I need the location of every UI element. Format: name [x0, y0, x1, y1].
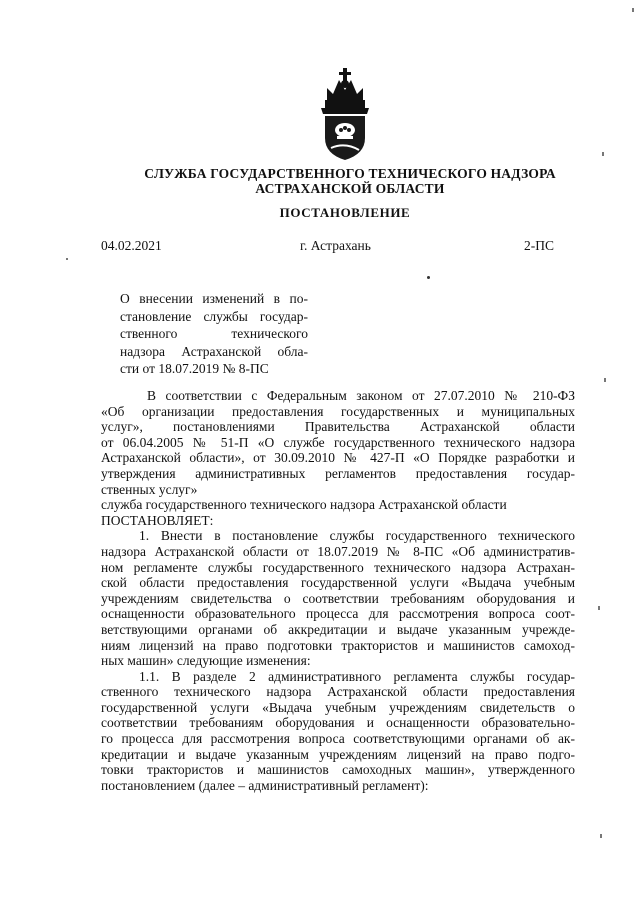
scan-speck — [598, 606, 600, 610]
preamble-line: В соответствии с Федеральным законом от 27.07.2010 № 210-ФЗ — [147, 388, 575, 403]
agency-name — [120, 166, 580, 196]
preamble-line: ственных услуг» — [101, 481, 198, 497]
item-1-line: 1. Внести в постановление службы государственного технического — [139, 528, 575, 544]
item-1-line: ской области предоставления государственной услуги «Выдача учебным — [101, 575, 575, 591]
scan-speck — [632, 8, 634, 12]
scan-speck — [427, 276, 430, 279]
scan-speck — [602, 152, 604, 156]
preamble-line: «Об организации предоставления государственных и муниципальных — [101, 403, 575, 419]
resolves-line: ПОСТАНОВЛЯЕТ: — [101, 512, 214, 528]
document-place: г. Астрахань — [300, 238, 371, 253]
document-type: ПОСТАНОВЛЕНИЕ — [279, 205, 411, 220]
document-date: 04.02.2021 — [101, 238, 162, 253]
document-body — [101, 388, 575, 793]
item-1-1-line: кредитации и выдаче указанным учреждениям лицензий на право подго- — [101, 746, 575, 762]
item-1-line: ных машин» следующие изменения: — [101, 653, 311, 669]
preamble-line: Астраханской области», от 30.09.2010 № 427-П «О Порядке разработки и — [101, 450, 575, 466]
item-1-1-line: 1.1. В разделе 2 административного регламента службы государ- — [139, 668, 575, 684]
item-1-1-line: государственной услуги «Выдача учебным учреждениям свидетельств о — [101, 699, 575, 715]
actor-line: служба государственного технического надзора Астраханской области — [101, 497, 507, 513]
preamble-line: услуг», постановлениями Правительства Астраханской области — [101, 419, 575, 435]
item-1-line: учреждениям свидетельства о соответствии требованиям оборудования и — [101, 590, 575, 606]
item-1-line: оснащенности образовательного процесса для рассмотрения вопроса соот- — [101, 606, 575, 622]
agency-name-line-2: АСТРАХАНСКОЙ ОБЛАСТИ — [255, 181, 445, 196]
item-1-1-line: соответствии требованиям оборудования и оснащенности образовательно- — [101, 715, 575, 731]
item-1-line: ниям лицензий на право подготовки трактористов и машинистов самоход- — [101, 637, 575, 653]
document-subject — [120, 290, 308, 378]
scan-speck — [66, 258, 68, 260]
preamble-line: утверждения административных регламентов предоставления государ- — [101, 465, 575, 481]
item-1-1-line: постановлением (далее – административный регламент): — [101, 777, 429, 793]
subject-line: становление службы государ- — [120, 308, 308, 324]
item-1-1-line: ственного технического надзора Астраханской области предоставления — [101, 684, 575, 700]
document-number: 2-ПС — [524, 238, 554, 253]
preamble-paragraph — [101, 388, 575, 497]
coat-of-arms-emblem — [317, 66, 373, 162]
subject-line: сти от 18.07.2019 № 8-ПС — [120, 361, 269, 377]
item-1-1-line: го процесса для рассмотрения вопроса соответствующими органами об ак- — [101, 731, 575, 747]
item-1-1-line: товки трактористов и машинистов самоходных машин», утвержденного — [101, 762, 575, 778]
preamble-line: от 06.04.2005 № 51-П «О службе государственного технического надзора — [101, 434, 575, 450]
item-1-line: надзора Астраханской области от 18.07.2019 № 8-ПС «Об административ- — [101, 543, 575, 559]
item-1-1-paragraph — [101, 669, 575, 794]
subject-line: О внесении изменений в по- — [120, 291, 308, 306]
agency-name-line-1: СЛУЖБА ГОСУДАРСТВЕННОГО ТЕХНИЧЕСКОГО НАДЗОРА — [144, 166, 556, 181]
item-1-line: ном регламенте службы государственного технического надзора Астрахан- — [101, 559, 575, 575]
scan-speck — [600, 834, 602, 838]
subject-line: надзора Астраханской обла- — [120, 343, 308, 359]
item-1-line: ветствующими органами об аккредитации и выдаче указанным учрежде- — [101, 621, 575, 637]
subject-line: ственного технического — [120, 326, 308, 342]
item-1-paragraph — [101, 528, 575, 668]
scan-speck — [604, 378, 606, 382]
